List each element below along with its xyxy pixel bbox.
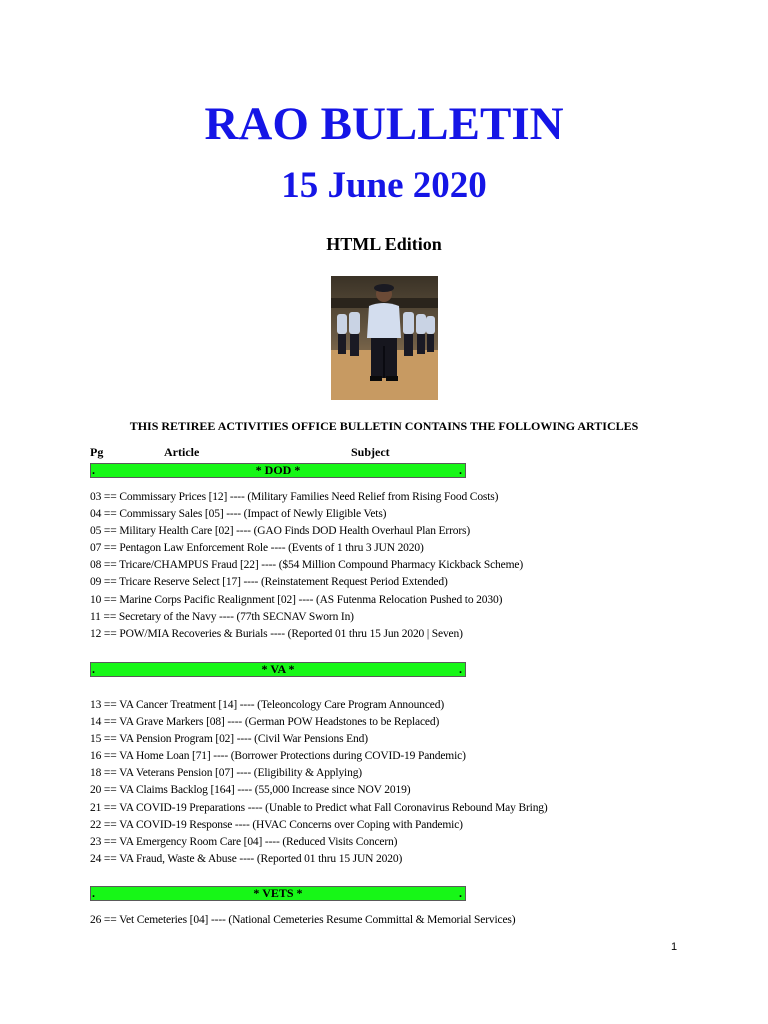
section-label: * VA * <box>261 662 295 676</box>
list-item: 21 == VA COVID-19 Preparations ---- (Unable to Predict what Fall Coronavirus Rebound May Bring) <box>90 801 548 814</box>
list-item: 10 == Marine Corps Pacific Realignment [02] ---- (AS Futenma Relocation Pushed to 2030) <box>90 593 503 606</box>
list-item: 20 == VA Claims Backlog [164] ---- (55,000 Increase since NOV 2019) <box>90 784 411 797</box>
section-bar-dot: . <box>92 886 95 900</box>
section-bar-dot: . <box>92 463 95 477</box>
list-item: 15 == VA Pension Program [02] ---- (Civil War Pensions End) <box>90 733 368 746</box>
list-item: 14 == VA Grave Markers [08] ---- (German POW Headstones to be Replaced) <box>90 716 440 729</box>
section-bar-dot: . <box>459 886 462 900</box>
bulletin-title: RAO BULLETIN <box>204 98 564 150</box>
article-list-dod <box>90 489 710 643</box>
list-item: 13 == VA Cancer Treatment [14] ---- (Teleoncology Care Program Announced) <box>90 699 445 711</box>
list-item: 08 == Tricare/CHAMPUS Fraud [22] ---- ($54 Million Compound Pharmacy Kickback Scheme) <box>90 559 524 572</box>
list-item: 16 == VA Home Loan [71] ---- (Borrower Protections during COVID-19 Pandemic) <box>90 750 466 763</box>
article-list-va <box>90 697 710 868</box>
section-bar-va <box>90 662 466 677</box>
list-item: 04 == Commissary Sales [05] ---- (Impact of Newly Eligible Vets) <box>90 508 387 521</box>
list-item: 07 == Pentagon Law Enforcement Role ---- (Events of 1 thru 3 JUN 2020) <box>90 542 424 555</box>
section-bar-dod <box>90 463 466 478</box>
list-item: 23 == VA Emergency Room Care [04] ---- (Reduced Visits Concern) <box>90 835 398 848</box>
list-item: 03 == Commissary Prices [12] ---- (Military Families Need Relief from Rising Food Costs) <box>90 491 499 503</box>
list-item: 22 == VA COVID-19 Response ---- (HVAC Concerns over Coping with Pandemic) <box>90 818 463 831</box>
section-bar-dot: . <box>92 662 95 676</box>
list-item: 11 == Secretary of the Navy ---- (77th SECNAV Sworn In) <box>90 610 354 623</box>
page-number: 1 <box>671 941 678 953</box>
section-label: * VETS * <box>253 886 303 900</box>
list-item: 26 == Vet Cemeteries [04] ---- (National Cemeteries Resume Committal & Memorial Services) <box>90 914 516 926</box>
intro-heading: THIS RETIREE ACTIVITIES OFFICE BULLETIN CONTAINS THE FOLLOWING ARTICLES <box>129 419 639 433</box>
section-bar-dot: . <box>459 662 462 676</box>
article-list-vets <box>90 912 710 929</box>
column-header-article: Article <box>164 445 200 459</box>
column-header-pg: Pg <box>90 445 104 459</box>
edition-label: HTML Edition <box>326 234 442 254</box>
column-header-subject: Subject <box>351 445 390 459</box>
list-item: 09 == Tricare Reserve Select [17] ---- (Reinstatement Request Period Extended) <box>90 576 448 589</box>
list-item: 05 == Military Health Care [02] ---- (GAO Finds DOD Health Overhaul Plan Errors) <box>90 525 471 538</box>
list-item: 12 == POW/MIA Recoveries & Burials ---- (Reported 01 thru 15 Jun 2020 | Seven) <box>90 627 463 640</box>
list-item: 24 == VA Fraud, Waste & Abuse ---- (Reported 01 thru 15 JUN 2020) <box>90 852 403 865</box>
section-bar-vets <box>90 886 466 901</box>
list-item: 18 == VA Veterans Pension [07] ---- (Eligibility & Applying) <box>90 767 362 780</box>
section-bar-dot: . <box>459 463 462 477</box>
cover-photo <box>331 276 438 400</box>
section-label: * DOD * <box>255 463 301 477</box>
bulletin-date: 15 June 2020 <box>281 165 487 206</box>
